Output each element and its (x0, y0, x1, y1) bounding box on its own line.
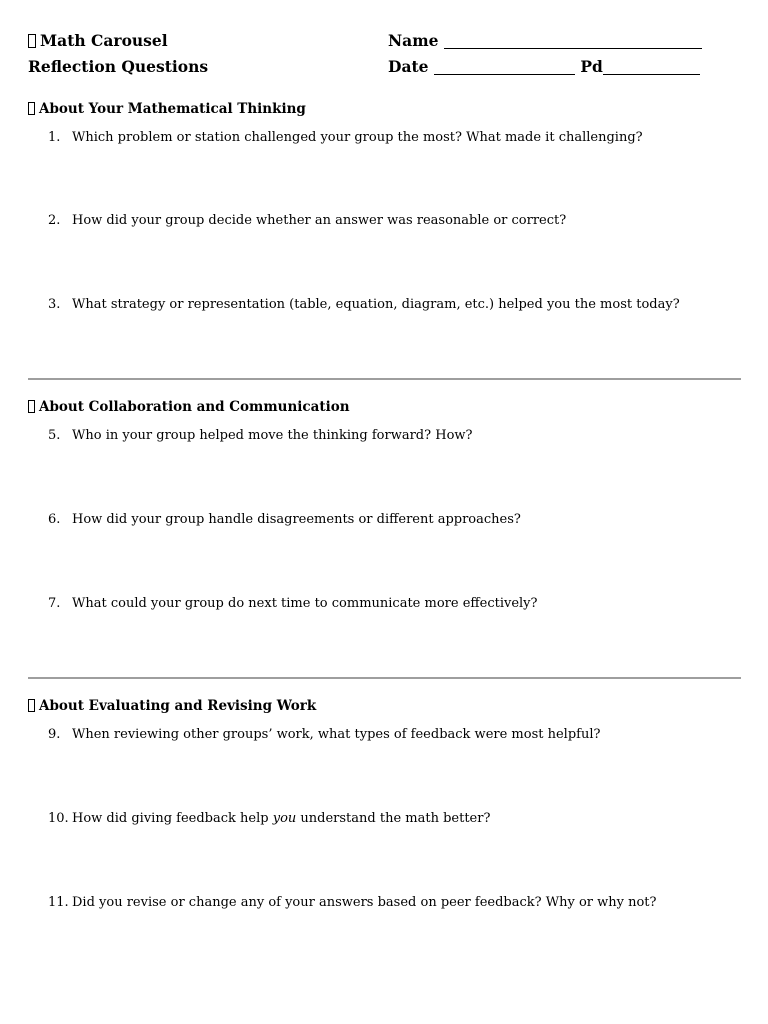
section-title-collaboration (28, 398, 350, 416)
question-number: 10. (48, 811, 69, 826)
worksheet-title (28, 31, 168, 51)
question-1 (48, 129, 643, 147)
question-number: 11. (48, 895, 69, 910)
title-line-1: Math Carousel (40, 31, 168, 50)
question-number: 5. (48, 428, 61, 443)
name-line (388, 31, 702, 51)
missing-glyph-icon (28, 699, 35, 712)
question-text: How did your group handle disagreements or different approaches? (72, 512, 521, 527)
section-title-text: About Collaboration and Communication (39, 399, 350, 415)
question-number: 3. (48, 297, 61, 312)
question-9 (48, 726, 600, 744)
name-label: Name (388, 31, 439, 50)
section-title-text: About Your Mathematical Thinking (39, 101, 306, 117)
missing-glyph-icon (28, 400, 35, 413)
question-3 (48, 296, 680, 314)
section-title-evaluating (28, 697, 316, 715)
section-title-text: About Evaluating and Revising Work (39, 698, 317, 714)
question-number: 6. (48, 512, 61, 527)
missing-glyph-icon (28, 34, 36, 48)
missing-glyph-icon (28, 102, 35, 115)
question-text: When reviewing other groups’ work, what types of feedback were most helpful? (72, 727, 601, 742)
question-6 (48, 511, 521, 529)
question-2 (48, 212, 566, 230)
date-label: Date (388, 57, 429, 76)
question-number: 1. (48, 130, 61, 145)
period-field[interactable] (603, 59, 700, 75)
question-text: What strategy or representation (table, equation, diagram, etc.) helped you the most today? (72, 297, 680, 312)
question-text: How did your group decide whether an answer was reasonable or correct? (72, 213, 567, 228)
pd-label: Pd (580, 57, 603, 76)
question-text: Who in your group helped move the thinking forward? How? (72, 428, 473, 443)
question-number: 9. (48, 727, 61, 742)
question-text: Did you revise or change any of your answers based on peer feedback? Why or why not? (72, 895, 657, 910)
section-title-mathematical-thinking (28, 100, 306, 118)
question-text: What could your group do next time to communicate more effectively? (72, 596, 538, 611)
date-line (388, 57, 700, 77)
question-text: How did giving feedback help (72, 811, 273, 826)
name-field[interactable] (444, 33, 702, 49)
question-number: 2. (48, 213, 61, 228)
date-field[interactable] (434, 59, 575, 75)
question-11 (48, 894, 657, 912)
question-text: understand the math better? (296, 811, 491, 826)
section-divider (28, 677, 741, 679)
section-divider (28, 378, 741, 380)
question-text: Which problem or station challenged your group the most? What made it challenging? (72, 130, 643, 145)
question-emphasis: you (272, 811, 297, 826)
worksheet-subtitle: Reflection Questions (28, 57, 209, 76)
question-7 (48, 595, 538, 613)
question-number: 7. (48, 596, 61, 611)
question-5 (48, 427, 473, 445)
question-10 (48, 810, 490, 828)
